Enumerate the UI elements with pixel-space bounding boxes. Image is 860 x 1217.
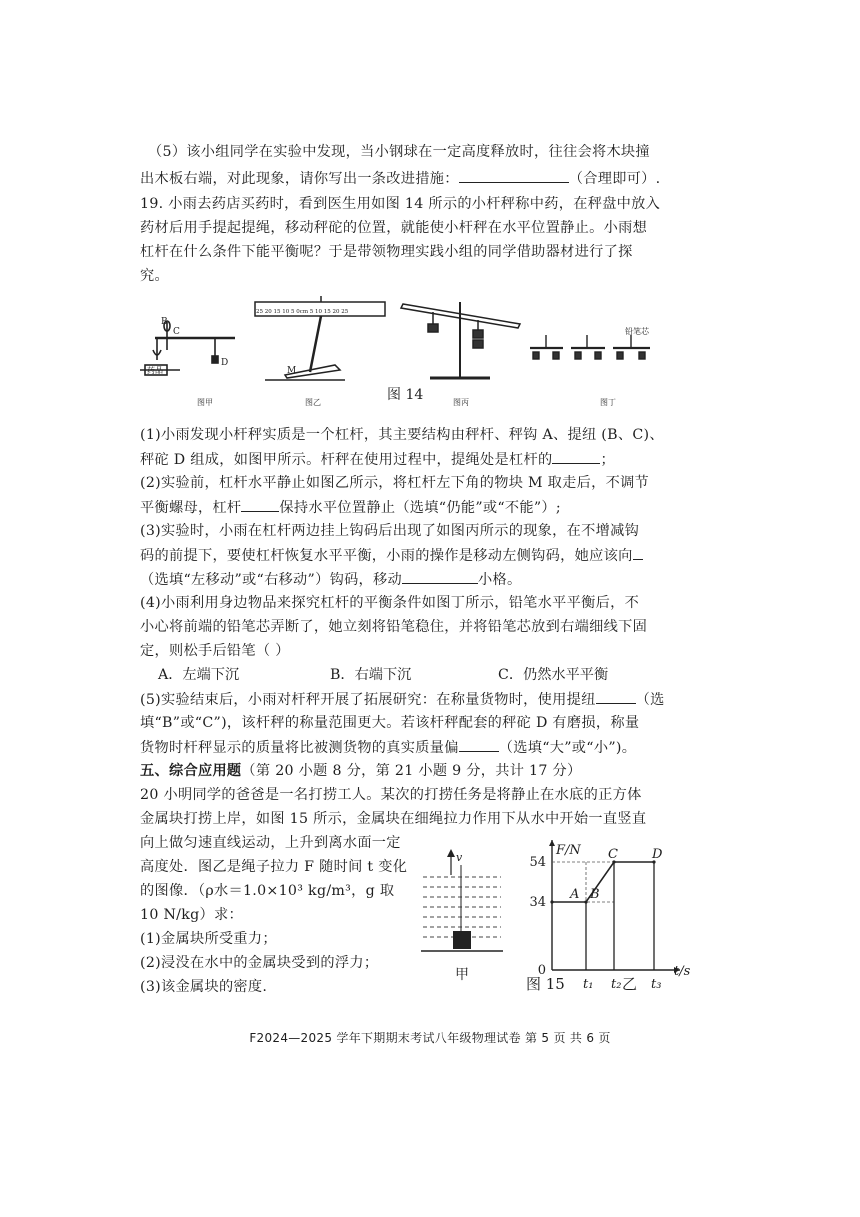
- answer-blank: [459, 736, 499, 752]
- q18-5-line1: （5）该小组同学在实验中发现，当小钢球在一定高度释放时，往往会将木块撞: [148, 144, 650, 160]
- q19-p1-line1: (1)小雨发现小杆秤实质是一个杠杆，其主要结构由秤杆、秤钩 A、提纽 (B、C)、: [140, 427, 664, 443]
- q20-line7: (1)金属块所受重力；: [140, 931, 277, 947]
- q19-p3-line3: （选填“左移动”或“右移动”）钩码，移动 小格。: [140, 568, 521, 591]
- point-label: D: [652, 847, 663, 862]
- q20-line8: (2)浸没在水中的金属块受到的浮力；: [140, 955, 379, 971]
- q20-line3: 向上做匀速直线运动，上升到离水面一定: [140, 835, 401, 851]
- section-5-title: 五、综合应用题: [140, 763, 242, 779]
- fig14-caption-d: 图丁: [600, 398, 616, 407]
- fig14-caption-a: 图甲: [197, 398, 213, 407]
- fig14-label-c: C: [173, 327, 180, 337]
- fig14-caption-c: 图丙: [453, 398, 469, 407]
- fig14-title: 图 14: [387, 387, 424, 403]
- section-5-heading: [140, 760, 581, 782]
- q19-intro-line2: 药材后用手提起提绳，移动秤砣的位置，就能使小杆秤在水平位置静止。小雨想: [140, 220, 648, 236]
- q19-option-a: A．左端下沉: [158, 667, 240, 683]
- y-axis-label: F/N: [556, 843, 581, 858]
- x-tick-label: t₃: [651, 977, 662, 992]
- page-footer: F2024—2025 学年下期期末考试八年级物理试卷 第 5 页 共 6 页: [249, 1031, 611, 1045]
- fig14-pan-label: 药品: [147, 366, 163, 375]
- q19-p3-line1: (3)实验时，小雨在杠杆两边挂上钩码后出现了如图丙所示的现象，在不增减钩: [140, 523, 640, 539]
- velocity-label: v: [456, 851, 463, 864]
- q20-line9: (3)该金属块的密度.: [140, 979, 268, 995]
- q19-p5-line1: (5)实验结束后，小雨对杆秤开展了拓展研究：在称量货物时，使用提纽 （选: [140, 688, 665, 711]
- q19-p5-line2: 填“B”或“C”)，该杆秤的称量范围更大。若该杆秤配套的秤砣 D 有磨损，称量: [140, 715, 640, 731]
- fig14-stand-lever: [401, 302, 520, 378]
- answer-blank: [241, 496, 279, 512]
- y-tick-label: 0: [537, 963, 546, 978]
- fig14-label-d: D: [221, 358, 229, 368]
- point-label: A: [570, 887, 580, 902]
- q19-p1-line2: 秤砣 D 组成，如图甲所示。杆秤在使用过程中，提绳处是杠杆的 ；: [140, 448, 615, 471]
- q18-5-line2: 出木板右端，对此现象，请你写出一条改进措施： （合理即可）.: [140, 167, 660, 190]
- q19-p2-line1: (2)实验前，杠杆水平静止如图乙所示，将杠杆左下角的物块 M 取走后，不调节: [140, 475, 650, 491]
- fig14-pencil-label: 铅笔芯: [625, 327, 649, 336]
- q20-line1: 20 小明同学的爸爸是一名打捞工人。某次的打捞任务是将静止在水底的正方体: [140, 787, 642, 803]
- q20-line6: 10 N/kg）求：: [140, 907, 243, 923]
- fig14-label-m: M: [287, 366, 297, 376]
- series-line: [552, 862, 654, 902]
- q19-p4-line3: 定，则松手后铅笔（ ）: [140, 643, 290, 659]
- figure-14: [135, 290, 695, 410]
- q19-option-c: C．仍然水平平衡: [498, 667, 609, 683]
- q19-p2-line2: 平衡螺母，杠杆 保持水平位置静止（选填“仍能”或“不能”）;: [140, 496, 561, 519]
- answer-blank: [552, 448, 600, 464]
- q19-p4-line1: (4)小雨利用身边物品来探究杠杆的平衡条件如图丁所示，铅笔水平平衡后，不: [140, 595, 640, 611]
- q20-line5: 的图像．（ρ水＝1.0×10³ kg/m³，g 取: [140, 883, 395, 899]
- q20-line2: 金属块打捞上岸，如图 15 所示，金属块在细绳拉力作用下从水中开始一直竖直: [140, 811, 647, 827]
- answer-blank: [596, 688, 636, 704]
- section-5-subtitle: （第 20 小题 8 分，第 21 小题 9 分，共计 17 分）: [241, 763, 582, 779]
- answer-blank: [459, 167, 569, 183]
- figure-15-water: [415, 845, 505, 990]
- q19-intro-line3: 杠杆在什么条件下能平衡呢？于是带领物理实践小组的同学借助器材进行了探: [140, 244, 633, 260]
- answer-blank: [402, 568, 478, 584]
- x-tick-label: t₂: [611, 977, 622, 992]
- q19-p5-line3: 货物时杆秤显示的质量将比被测货物的真实质量偏 （选填“大”或“小”)。: [140, 736, 636, 759]
- fig14-caption-b: 图乙: [305, 398, 321, 407]
- figure-15-caption: 图 15: [526, 975, 565, 993]
- answer-blank: [633, 544, 643, 560]
- y-tick-label: 34: [529, 895, 546, 910]
- y-axis-arrow-icon: [549, 840, 555, 846]
- x-tick-label: t₁: [583, 977, 594, 992]
- q20-line4: 高度处．图乙是绳子拉力 F 随时间 t 变化: [140, 859, 408, 875]
- fig14-ruler-scale: 25 20 15 10 5 0cm 5 10 15 20 25: [256, 309, 349, 315]
- fig14-pencils: [530, 335, 650, 359]
- q19-intro-line1: 19. 小雨去药店买药时，看到医生用如图 14 所示的小杆秤称中药，在秤盘中放入: [140, 196, 661, 212]
- fig14-label-b: B: [161, 317, 168, 327]
- point-label: B: [590, 887, 600, 902]
- point-label: C: [608, 847, 618, 862]
- q19-p4-line2: 小心将前端的铅笔芯弄断了，她立刻将铅笔稳住，并将铅笔芯放到右端细线下固: [140, 619, 648, 635]
- y-tick-label: 54: [529, 855, 546, 870]
- q19-intro-line4: 究。: [140, 268, 169, 284]
- q19-p3-line2: 码的前提下，要使杠杆恢复水平平衡，小雨的操作是移动左侧钩码，她应该向: [140, 544, 643, 567]
- figure-15-sub-a: 甲: [455, 967, 469, 983]
- data-point: [550, 900, 553, 903]
- q19-option-b: B．右端下沉: [330, 667, 412, 683]
- x-axis-label: t/s: [674, 964, 691, 979]
- figure-15-sub-b: 乙: [622, 975, 638, 993]
- metal-block: [453, 931, 471, 949]
